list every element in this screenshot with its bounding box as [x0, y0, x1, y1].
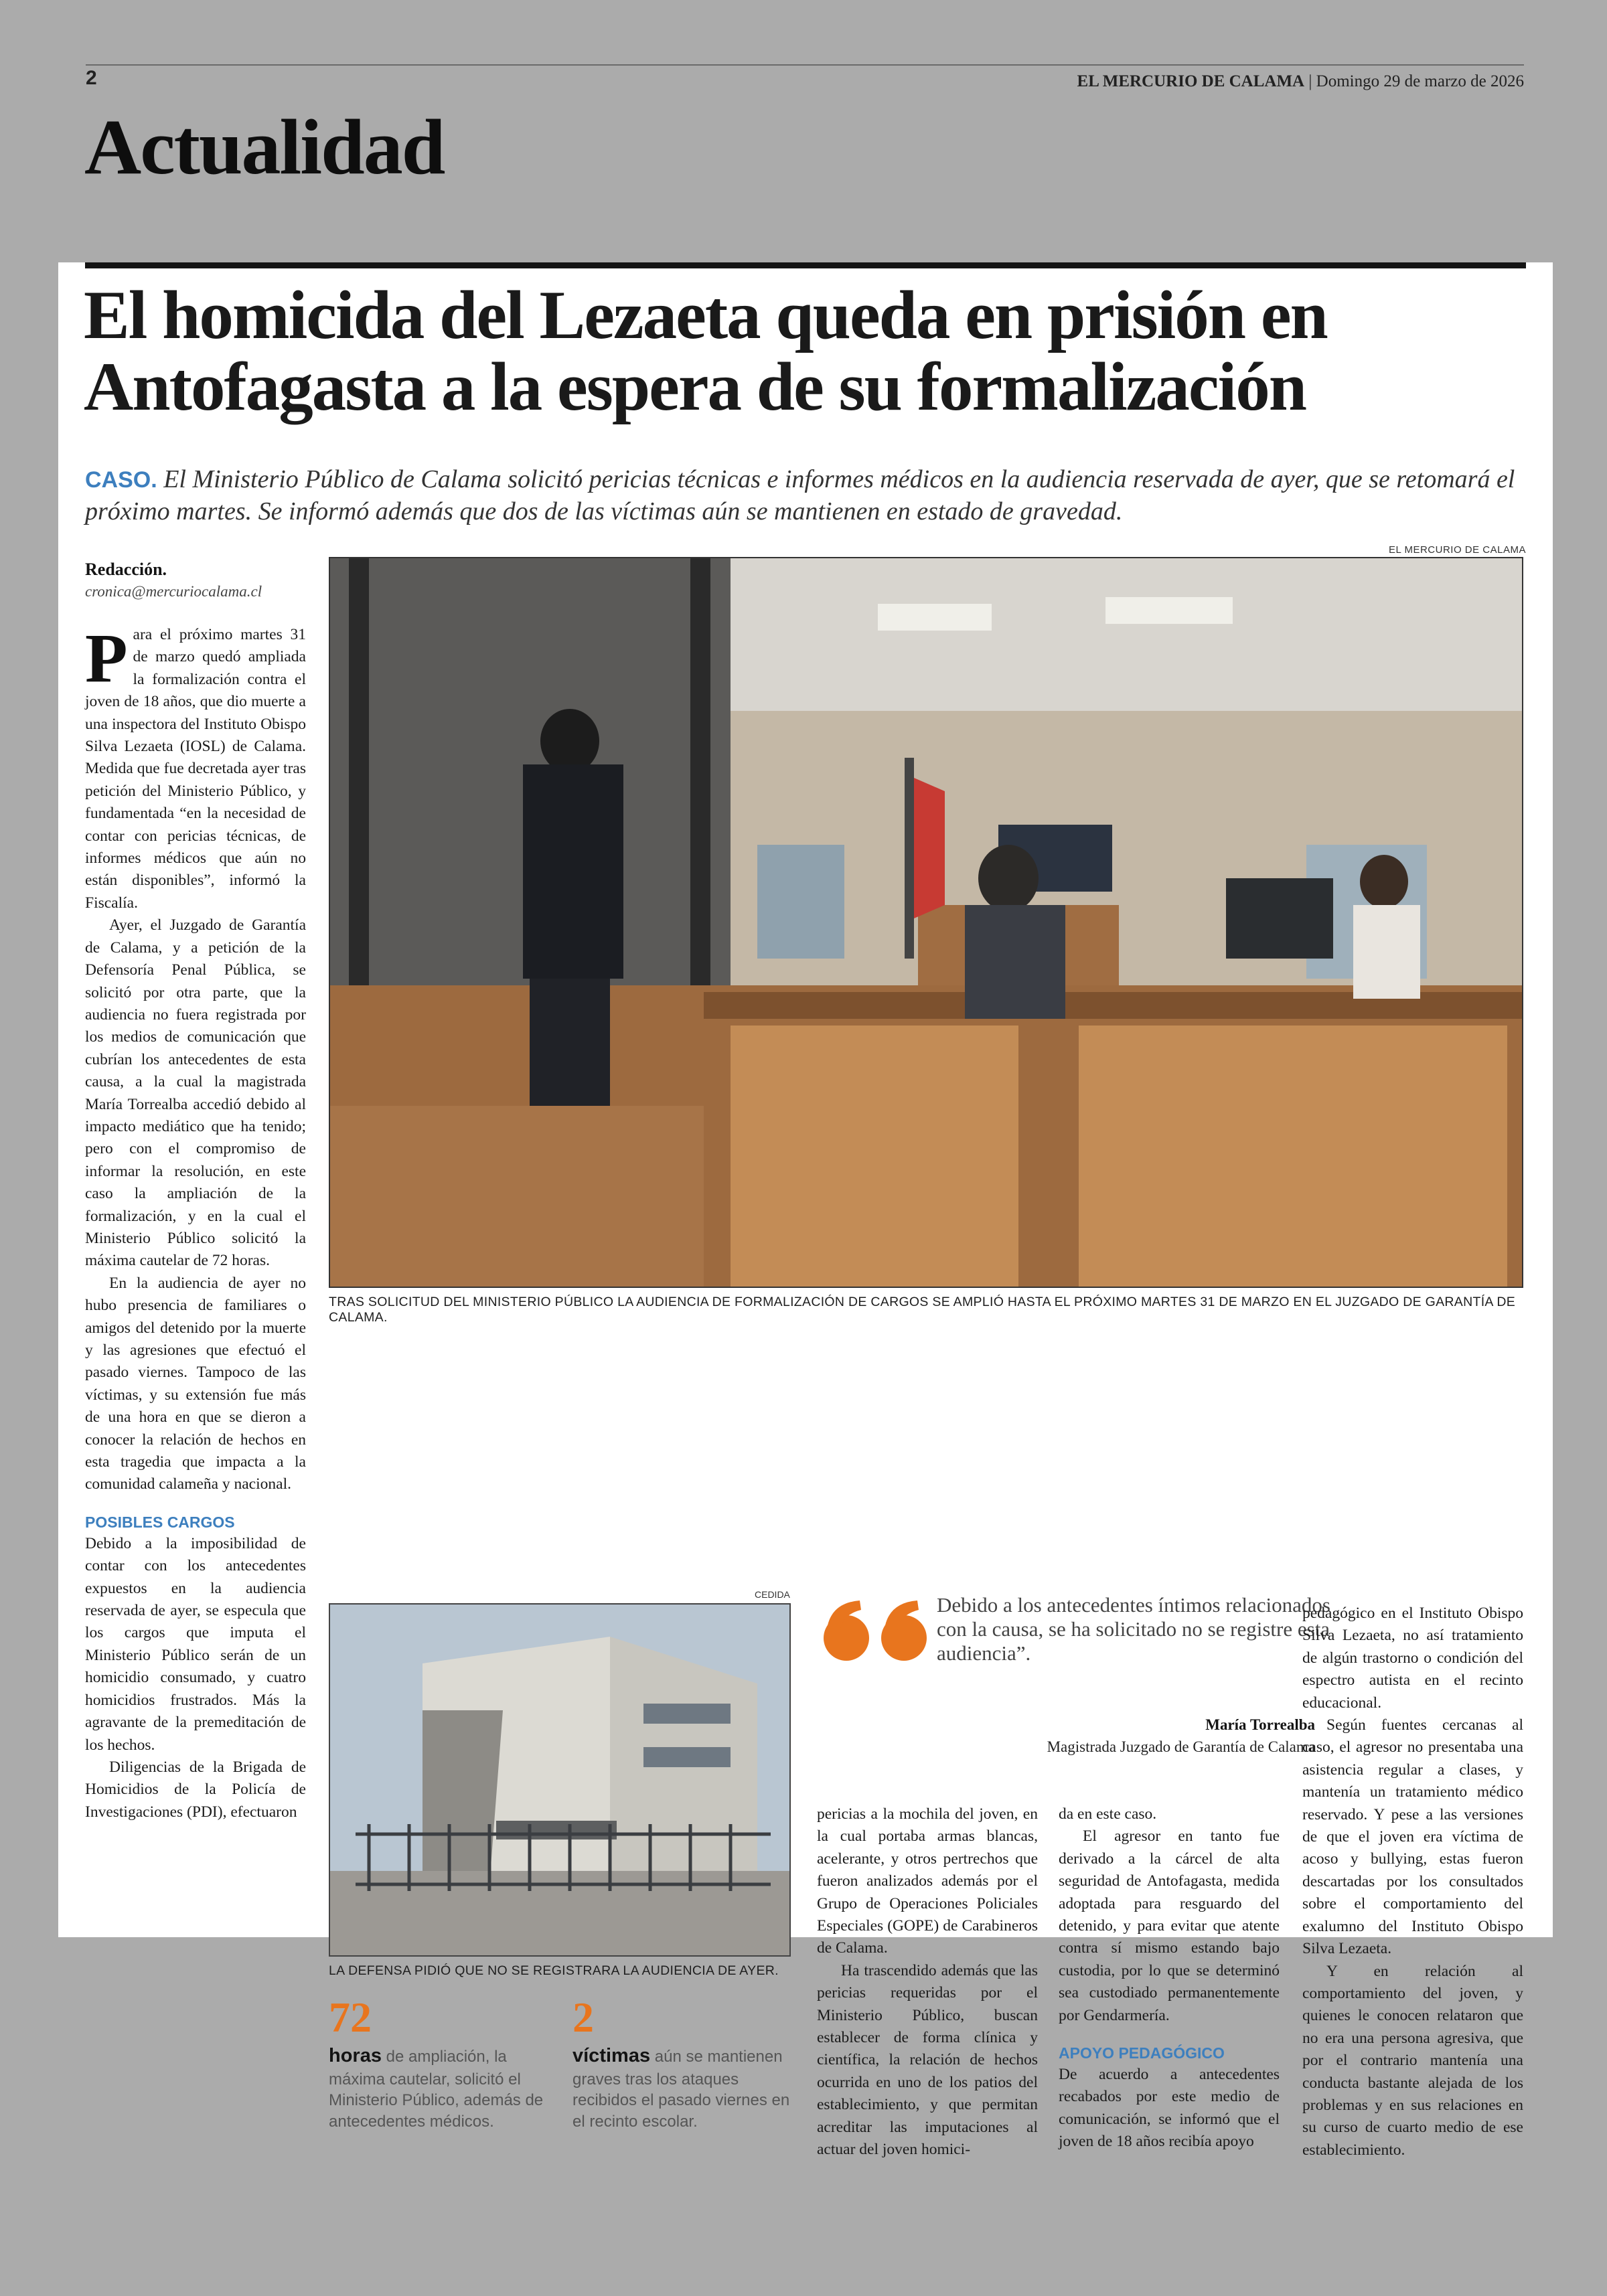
column-1 — [85, 620, 306, 1823]
headline-rule — [85, 262, 1526, 268]
small-photo-caption: LA DEFENSA PIDIÓ QUE NO SE REGISTRARA LA AUDIENCIA DE AYER. — [329, 1963, 779, 1978]
page-number: 2 — [86, 67, 97, 89]
paragraph-11: pedagógico en el Instituto Obispo Silva Lezaeta, no así tratamiento de algún trastorno o condición del espectro autista en el recinto educacional. — [1302, 1605, 1523, 1712]
stat-victims-label: víctimas — [572, 2045, 651, 2066]
building-photo — [329, 1603, 791, 1957]
paragraph-12: Según fuentes cercanas al caso, el agresor no presentaba una asistencia regular a clases, y mantenía un tratamiento médico reservado. Y pese a las versiones de que el joven era víctima de acoso y bullying, estas fueron descartadas por los consultados sobre el comportamiento del exalumno del Instituto Obispo Silva Lezaeta. — [1302, 1716, 1523, 1958]
quote-mark-icon — [817, 1598, 935, 1662]
section-title: Actualidad — [84, 103, 445, 191]
issue-date: Domingo 29 de marzo de 2026 — [1316, 72, 1524, 90]
author-name: Redacción. — [85, 560, 167, 579]
stat-hours-number: 72 — [329, 1993, 372, 2041]
paragraph-1-text: ara el próximo martes 31 de marzo quedó ampliada la formalización contra el joven de 18 años, que dio muerte a una inspectora del Instituto Obispo Silva Lezaeta (IOSL) de Calama. Medida que fue decretada ayer tras petición del Ministerio Público, y fundamentada “en la necesidad de contar con pericias técnicas, de informes médicos que aún no están disponibles”, informó la Fiscalía. — [85, 626, 306, 912]
paragraph-2: Ayer, el Juzgado de Garantía de Calama, y a petición de la Defensoría Penal Pública, se solicitó por otra parte, que la audiencia no fuera registrada por los medios de comunicación que cubrían los antecedentes de esta causa, a la cual la magistrada María Torrealba accedió debido al impacto mediático que ha tenido; pero con el compromiso de informar la resolución, en este caso la ampliación de la formalización, y en la cual el Ministerio Público solicitó la máxima cautelar de 72 horas. — [85, 916, 306, 1270]
quote-author: María Torrealba — [1205, 1716, 1315, 1733]
paragraph-9: El agresor en tanto fue derivado a la cárcel de alta seguridad de Antofagasta, medida adoptada para resguardo del detenido, y para evitar que atente contra sí mismo estando bajo custodia, por lo que se determinó sea custodiado permanentemente por Gendarmería. — [1059, 1827, 1280, 2024]
masthead: EL MERCURIO DE CALAMA | Domingo 29 de marzo de 2026 — [1077, 72, 1524, 90]
author-email: cronica@mercuriocalama.cl — [85, 583, 262, 600]
byline — [85, 560, 306, 600]
paragraph-4: Debido a la imposibilidad de contar con los antecedentes expuestos en la audiencia reservada de ayer, se especula que los cargos que imputa el Ministerio Público serán de un homicidio consumado, y cuatro homicidios frustrados. Más la agravante de la premeditación de los hechos. — [85, 1534, 306, 1754]
header-rule — [86, 64, 1524, 66]
photo-credit-main: EL MERCURIO DE CALAMA — [1389, 544, 1526, 556]
subhead-posibles-cargos: POSIBLES CARGOS — [85, 1513, 235, 1531]
drop-cap: P — [85, 620, 128, 697]
stat-victims-desc: aún se mantienen graves tras los ataques recibidos el pasado viernes en el recinto escolar. — [572, 2048, 790, 2131]
stat-victims-text — [572, 2043, 790, 2133]
column-5 — [1302, 1603, 1523, 2161]
stat-hours-text — [329, 2043, 546, 2133]
paragraph-10: De acuerdo a antecedentes recabados por este medio de comunicación, se informó que el joven de 18 años recibía apoyo — [1059, 2066, 1280, 2151]
quote-author-role: Magistrada Juzgado de Garantía de Calama — [1047, 1738, 1315, 1755]
stat-victims — [572, 1993, 790, 2133]
stat-hours-desc: de ampliación, la máxima cautelar, solicitó el Ministerio Público, además de antecedentes médicos. — [329, 2048, 544, 2131]
deck-text: El Ministerio Público de Calama solicitó pericias técnicas e informes médicos en la audiencia reservada de ayer, que se retomará el próximo martes. Se informó además que dos de las víctimas aún se mantienen en estado de gravedad. — [85, 465, 1515, 526]
courtroom-photo — [329, 557, 1523, 1288]
paragraph-5: Diligencias de la Brigada de Homicidios de la Policía de Investigaciones (PDI), efectuaron — [85, 1758, 306, 1821]
paragraph-7: Ha trascendido además que las pericias requeridas por el Ministerio Público, buscan establecer de forma clínica y científica, la relación de hechos ocurrida en uno de los patios del establecimiento, y que permitan acreditar las imputaciones al actuar del joven homici- — [817, 1961, 1038, 2159]
paragraph-8: da en este caso. — [1059, 1805, 1157, 1823]
deck — [85, 463, 1525, 528]
paragraph-13: Y en relación al comportamiento del joven, y quienes le conocen relataron que no era una persona agresiva, que por el contrario mantenía una conducta bastante alejada de los problemas y en sus relaciones en su curso de cuarto medio de ese establecimiento. — [1302, 1962, 1523, 2159]
photo-credit-small: CEDIDA — [755, 1589, 790, 1600]
stat-hours-label: horas — [329, 2045, 382, 2066]
headline: El homicida del Lezaeta queda en prisión en Antofagasta a la espera de su formalización — [84, 277, 1327, 426]
paragraph-6: pericias a la mochila del joven, en la cual portaba armas blancas, acelerante, y otros pertrechos que fueron analizados además por el Grupo de Operaciones Policiales Especiales (GOPE) de Carabineros de Calama. — [817, 1805, 1038, 1957]
column-4 — [1059, 1803, 1280, 2153]
paragraph-3: En la audiencia de ayer no hubo presencia de familiares o amigos del detenido por la muerte y las agresiones que efectuó el pasado viernes. Tampoco de las víctimas, y su extensión fue más de una hora en que se dieron a conocer la relación de hechos en esta tragedia que impacta a la comunidad calameña y nacional. — [85, 1274, 306, 1493]
newspaper-name: EL MERCURIO DE CALAMA — [1077, 72, 1305, 90]
kicker: CASO. — [85, 467, 157, 493]
subhead-apoyo-pedagogico: APOYO PEDAGÓGICO — [1059, 2044, 1225, 2062]
article-sheet — [58, 262, 1553, 2159]
column-3 — [817, 1803, 1038, 2161]
stat-victims-number: 2 — [572, 1993, 594, 2041]
paragraph-1 — [85, 620, 306, 914]
main-photo-caption: TRAS SOLICITUD DEL MINISTERIO PÚBLICO LA AUDIENCIA DE FORMALIZACIÓN DE CARGOS SE AMPLIÓ HASTA EL PRÓXIMO MARTES 31 DE MARZO EN EL JUZGADO DE GARANTÍA DE CALAMA. — [329, 1295, 1516, 1325]
pull-quote: Debido a los antecedentes íntimos relacionados con la causa, se ha solicitado no se registre esta audiencia”. — [937, 1593, 1330, 1665]
stat-hours — [329, 1993, 546, 2133]
